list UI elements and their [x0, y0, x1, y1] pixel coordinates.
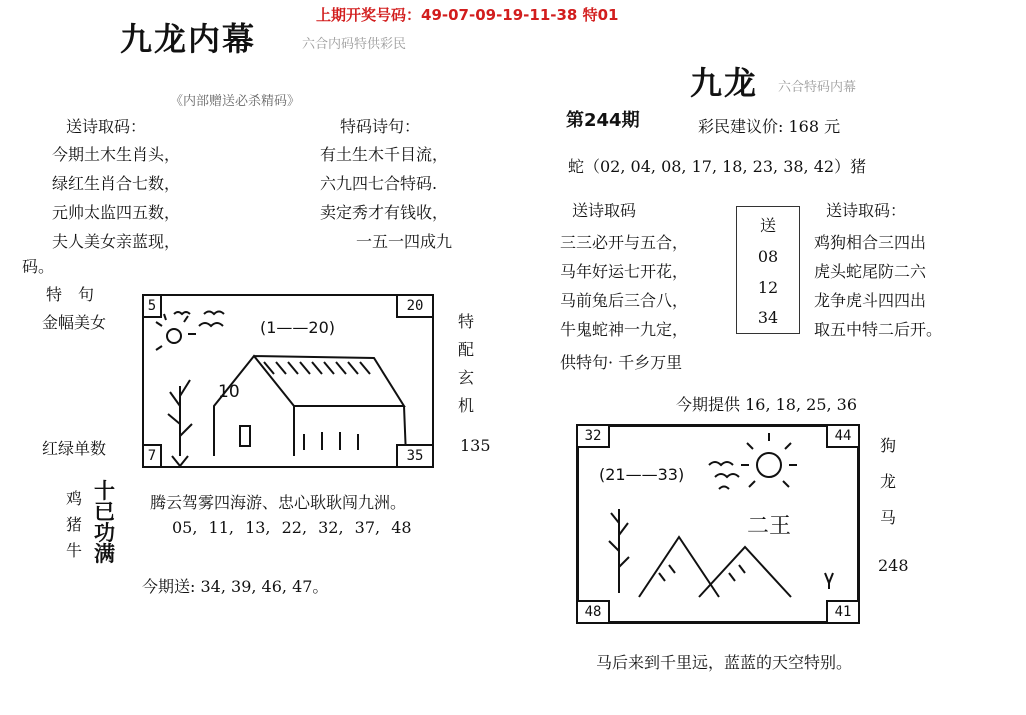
right-subtitle: 六合特码内幕: [778, 80, 857, 95]
poem-line: 有土生木千目流，: [320, 145, 449, 164]
left-corner-tl: 5: [142, 294, 162, 318]
big-char: 功: [94, 520, 115, 545]
right-box-mark: 二王: [747, 514, 792, 539]
poem-line: 元帅太监四五数，: [52, 203, 181, 222]
send-box-number: 08: [757, 247, 779, 267]
right-vertical-labels: [880, 428, 896, 536]
right-send-box: [736, 206, 800, 334]
right-price: 彩民建议价: 168 元: [698, 117, 841, 136]
left-corner-tr: 20: [396, 294, 434, 318]
left-box-range: (1——20): [260, 318, 336, 337]
vertical-char: 特: [458, 312, 475, 331]
send-box-number: 12: [757, 277, 779, 297]
vertical-char: 玄: [458, 368, 475, 387]
left-title: 九龙内幕: [120, 20, 257, 58]
left-zodiac-column: [66, 486, 82, 564]
left-numbers: 05, 11, 13, 22, 32, 37, 48: [172, 518, 412, 537]
last-draw-banner: 上期开奖号码：49-07-09-19-11-38 特01: [316, 6, 619, 24]
left-number-right: 135: [460, 436, 491, 455]
right-box-range: (21——33): [599, 465, 685, 484]
poem-line: 绿红生肖合七数，: [52, 174, 181, 193]
poem-line: 龙争虎斗四四出: [814, 291, 927, 310]
left-side-label-3: 红绿单数: [42, 439, 107, 458]
zodiac-char: 牛: [66, 541, 83, 560]
zodiac-char: 猪: [66, 515, 83, 534]
right-corner-tr: 44: [826, 424, 860, 448]
right-number-right: 248: [878, 556, 909, 575]
poem-line: 马前兔后三合八，: [560, 291, 689, 310]
left-big-chars: [94, 480, 115, 564]
left-special-poem: [320, 140, 452, 256]
big-char: 十: [94, 478, 115, 503]
vertical-char: 龙: [880, 472, 897, 491]
left-poem-label: 送诗取码：: [66, 117, 147, 136]
poem-line: 卖定秀才有钱收，: [320, 203, 449, 222]
right-special-phrase: 供特句· 千乡万里: [560, 353, 683, 372]
right-poem-label-right: 送诗取码：: [826, 201, 907, 220]
left-wrap-tail: 码。: [22, 257, 55, 276]
left-sketch-box: [142, 294, 434, 468]
right-poem-label-left: 送诗取码: [572, 201, 637, 220]
vertical-char: 狗: [880, 436, 897, 455]
send-box-number: 34: [757, 308, 779, 328]
left-side-label-2: 金幅美女: [42, 313, 107, 332]
vertical-char: 马: [880, 508, 897, 527]
send-box-label: 送: [759, 215, 776, 235]
left-poem: [52, 140, 180, 256]
right-poem-right: [814, 228, 942, 344]
right-sketch-box: [576, 424, 860, 624]
landscape-sketch: [579, 427, 857, 621]
right-corner-br: 41: [826, 600, 860, 624]
right-snake-line: 蛇（02, 04, 08, 17, 18, 23, 38, 42）猪: [568, 157, 867, 176]
big-char: 已: [94, 499, 115, 524]
poem-line: 虎头蛇尾防二六: [814, 262, 927, 281]
zodiac-char: 鸡: [66, 489, 83, 508]
right-corner-bl: 48: [576, 600, 610, 624]
right-provide: 今期提供 16, 18, 25, 36: [676, 395, 858, 414]
left-box-mid-number: 10: [218, 382, 240, 402]
right-poem-left: [560, 228, 688, 344]
vertical-char: 配: [458, 340, 475, 359]
big-char: 满: [94, 541, 115, 566]
poem-line: 六九四七合特码.: [320, 174, 438, 193]
poem-line: 取五中特二后开。: [814, 320, 943, 339]
right-title: 九龙: [690, 64, 759, 102]
vertical-char: 机: [458, 396, 475, 415]
left-side-label-1: 特 句: [46, 285, 95, 304]
right-corner-tl: 32: [576, 424, 610, 448]
left-gift: 今期送: 34, 39, 46, 47。: [142, 577, 329, 596]
left-special-label: 特码诗句：: [340, 117, 421, 136]
left-vertical-labels: [458, 308, 474, 420]
poem-line: 夫人美女亲蓝现，: [52, 232, 181, 251]
right-issue: 第244期: [566, 110, 640, 131]
poem-line: 马年好运七开花，: [560, 262, 689, 281]
left-corner-bl: 7: [142, 444, 162, 468]
poem-line: 今期土木生肖头，: [52, 145, 181, 164]
poem-line: 一五一四成九: [356, 232, 453, 251]
poem-line: 牛鬼蛇神一九定，: [560, 320, 689, 339]
poem-line: 鸡狗相合三四出: [814, 233, 927, 252]
right-footer: 马后来到千里远，蓝蓝的天空特别。: [596, 653, 853, 672]
left-subtitle: 六合内码特供彩民: [302, 37, 407, 52]
poem-line: 三三必开与五合，: [560, 233, 689, 252]
left-note: 《内部赠送必杀精码》: [170, 94, 301, 109]
left-verse: 腾云驾雾四海游、忠心耿耿闯九洲。: [150, 493, 407, 512]
left-corner-br: 35: [396, 444, 434, 468]
